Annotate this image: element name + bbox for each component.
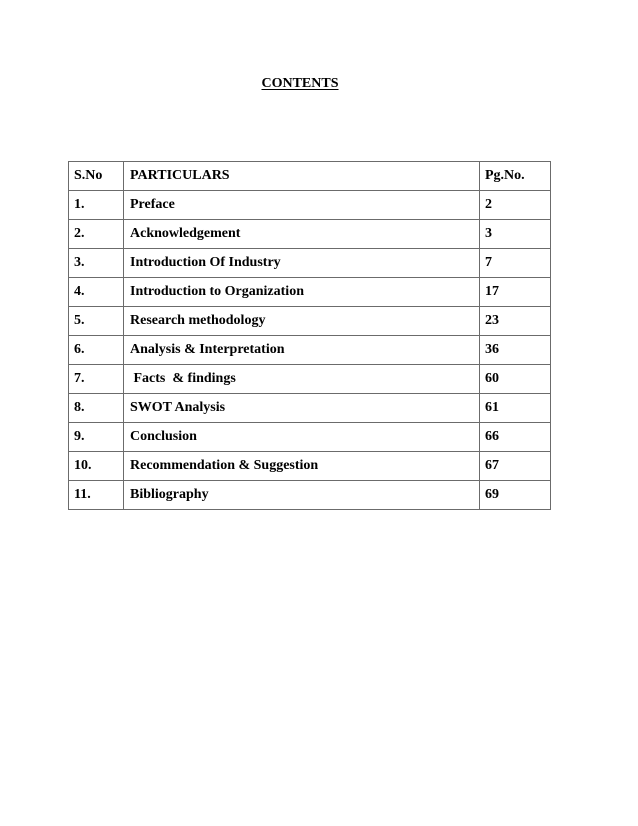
- table-header-row: [69, 162, 551, 191]
- row-particulars: Facts & findings: [124, 365, 480, 394]
- row-particulars: Bibliography: [124, 481, 480, 510]
- row-page-number: 61: [480, 394, 551, 423]
- row-particulars: Preface: [124, 191, 480, 220]
- row-page-number: 66: [480, 423, 551, 452]
- table-row: [69, 394, 551, 423]
- row-page-number: 36: [480, 336, 551, 365]
- table-row: [69, 452, 551, 481]
- table-row: [69, 278, 551, 307]
- row-particulars: Analysis & Interpretation: [124, 336, 480, 365]
- table-row: [69, 249, 551, 278]
- row-sno: 7.: [69, 365, 124, 394]
- row-page-number: 7: [480, 249, 551, 278]
- row-particulars: Introduction Of Industry: [124, 249, 480, 278]
- table-row: [69, 423, 551, 452]
- row-sno: 3.: [69, 249, 124, 278]
- table-row: [69, 191, 551, 220]
- page-title: CONTENTS: [261, 76, 339, 91]
- contents-table: [68, 161, 551, 510]
- row-page-number: 2: [480, 191, 551, 220]
- row-sno: 10.: [69, 452, 124, 481]
- row-sno: 6.: [69, 336, 124, 365]
- row-particulars: Recommendation & Suggestion: [124, 452, 480, 481]
- row-sno: 11.: [69, 481, 124, 510]
- header-page-number: Pg.No.: [480, 162, 551, 191]
- row-particulars: SWOT Analysis: [124, 394, 480, 423]
- header-sno: S.No: [69, 162, 124, 191]
- row-page-number: 69: [480, 481, 551, 510]
- table-row: [69, 307, 551, 336]
- row-particulars: Introduction to Organization: [124, 278, 480, 307]
- header-particulars: PARTICULARS: [124, 162, 480, 191]
- row-page-number: 17: [480, 278, 551, 307]
- row-page-number: 60: [480, 365, 551, 394]
- row-sno: 8.: [69, 394, 124, 423]
- row-sno: 5.: [69, 307, 124, 336]
- row-page-number: 3: [480, 220, 551, 249]
- table-row: [69, 336, 551, 365]
- table-row: [69, 365, 551, 394]
- row-sno: 1.: [69, 191, 124, 220]
- row-sno: 2.: [69, 220, 124, 249]
- row-page-number: 23: [480, 307, 551, 336]
- row-page-number: 67: [480, 452, 551, 481]
- row-sno: 9.: [69, 423, 124, 452]
- row-particulars: Acknowledgement: [124, 220, 480, 249]
- row-sno: 4.: [69, 278, 124, 307]
- row-particulars: Conclusion: [124, 423, 480, 452]
- table-row: [69, 481, 551, 510]
- row-particulars: Research methodology: [124, 307, 480, 336]
- table-row: [69, 220, 551, 249]
